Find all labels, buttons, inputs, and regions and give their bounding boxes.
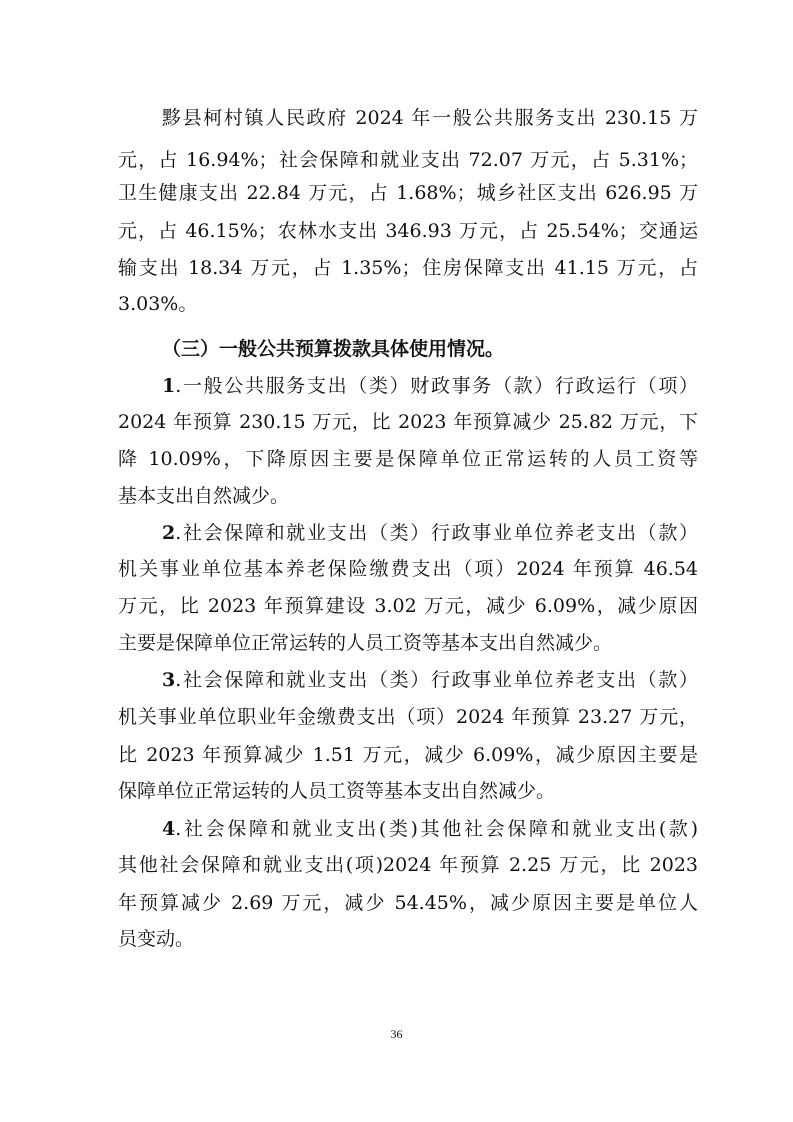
- item-first-line: [162, 668, 698, 692]
- item-text: .社会保障和就业支出（类）行政事业单位养老支出（款）: [175, 669, 698, 691]
- text-line: 机关事业单位基本养老保险缴费支出（项）2024 年预算 46.54: [118, 558, 698, 580]
- item-number: 2: [162, 522, 176, 544]
- text-line: 3.03%。: [118, 293, 198, 315]
- section-heading: （三）一般公共预算拨款具体使用情况。: [162, 338, 505, 360]
- text-line: 机关事业单位职业年金缴费支出（项）2024 年预算 23.27 万元，: [118, 706, 698, 728]
- page-number: 36: [390, 1027, 403, 1041]
- text-line: 卫生健康支出 22.84 万元，占 1.68%；城乡社区支出 626.95 万: [118, 182, 698, 204]
- item-first-line: [162, 817, 698, 841]
- text-line: 元，占 46.15%；农林水支出 346.93 万元，占 25.54%；交通运: [118, 220, 698, 242]
- item-text: .社会保障和就业支出（类）行政事业单位养老支出（款）: [175, 522, 698, 544]
- text-line: 主要是保障单位正常运转的人员工资等基本支出自然减少。: [118, 632, 613, 654]
- text-line: 保障单位正常运转的人员工资等基本支出自然减少。: [118, 780, 556, 802]
- text-line: 年预算减少 2.69 万元，减少 54.45%，减少原因主要是单位人: [118, 892, 698, 914]
- text-line: 黟县柯村镇人民政府 2024 年一般公共服务支出 230.15 万: [162, 107, 698, 129]
- text-line: 比 2023 年预算减少 1.51 万元，减少 6.09%，减少原因主要是: [118, 744, 698, 766]
- item-text: .社会保障和就业支出(类)其他社会保障和就业支出(款): [175, 818, 698, 840]
- text-line: 其他社会保障和就业支出(项)2024 年预算 2.25 万元，比 2023: [118, 854, 698, 876]
- text-line: 员变动。: [118, 928, 195, 950]
- text-line: 降 10.09%，下降原因主要是保障单位正常运转的人员工资等: [118, 448, 698, 470]
- item-number: 1: [162, 375, 176, 397]
- text-line: 元，占 16.94%；社会保障和就业支出 72.07 万元，占 5.31%；: [118, 149, 698, 171]
- text-line: 2024 年预算 230.15 万元，比 2023 年预算减少 25.82 万元，下: [118, 411, 698, 433]
- text-line: 万元，比 2023 年预算建设 3.02 万元，减少 6.09%，减少原因: [118, 595, 698, 617]
- text-line: 输支出 18.34 万元，占 1.35%；住房保障支出 41.15 万元，占: [118, 257, 698, 279]
- text-line: 基本支出自然减少。: [118, 485, 290, 507]
- item-number: 4: [162, 818, 176, 840]
- item-number: 3: [162, 669, 176, 691]
- item-first-line: [162, 521, 698, 545]
- item-text: .一般公共服务支出（类）财政事务（款）行政运行（项）: [175, 375, 698, 397]
- item-first-line: [162, 374, 698, 398]
